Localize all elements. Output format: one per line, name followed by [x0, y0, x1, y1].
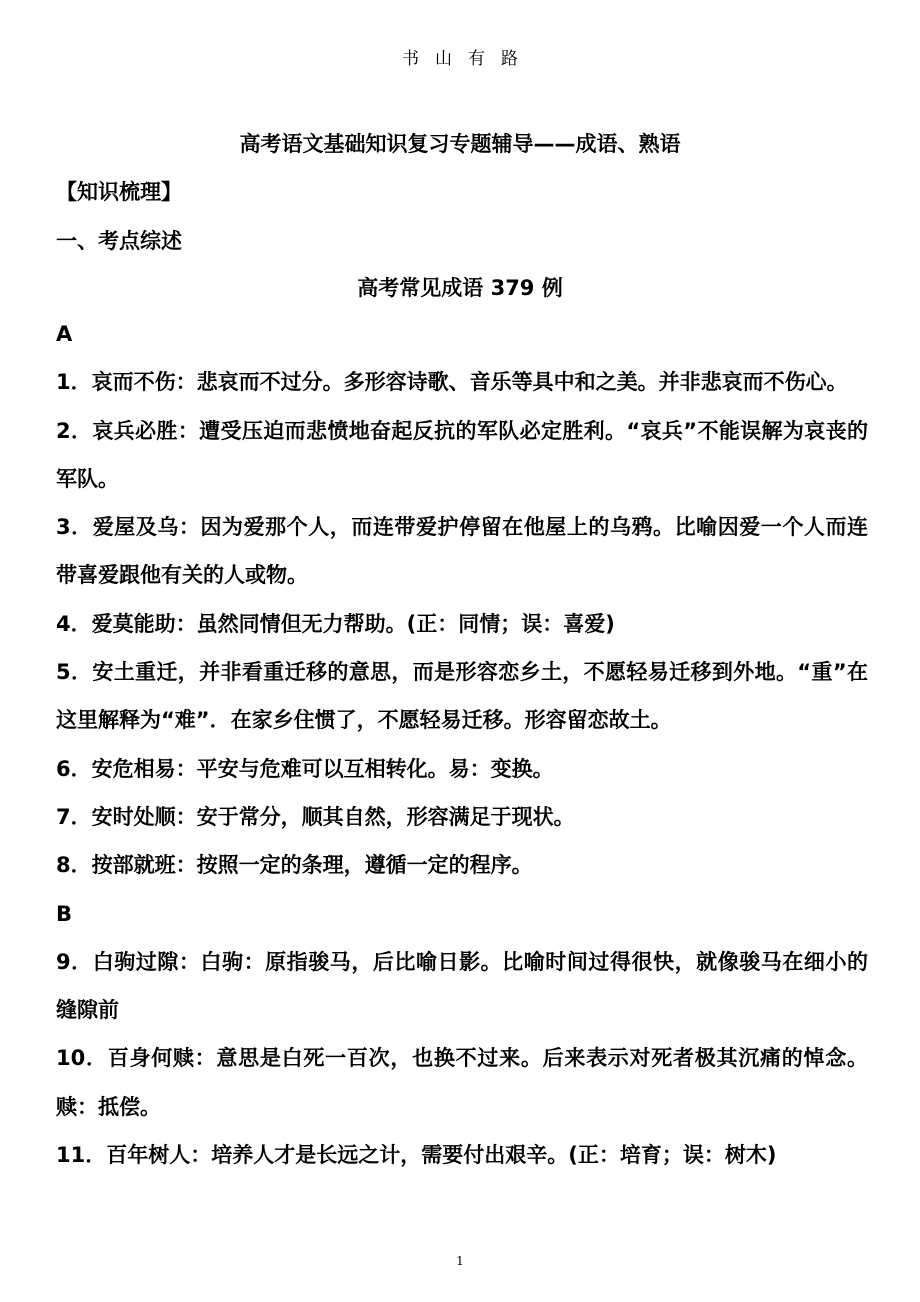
group-letter-b: B	[56, 901, 73, 926]
section-heading: 一、考点综述	[56, 229, 182, 253]
list-item: 10．百身何赎：意思是白死一百次，也换不过来。后来表示对死者极其沉痛的悼念。赎：抵偿。	[56, 1046, 868, 1119]
page-header: 书山有路	[402, 49, 534, 69]
list-item: 5．安土重迁，并非看重迁移的意思，而是形容恋乡土，不愿轻易迁移到外地。“重”在这里解释为“难”．在家乡住惯了，不愿轻易迁移。形容留恋故土。	[56, 660, 868, 733]
document-title: 高考语文基础知识复习专题辅导——成语、熟语	[239, 132, 681, 156]
page-number: 1	[456, 1254, 464, 1268]
list-item: 8．按部就班：按照一定的条理，遵循一定的程序。	[56, 853, 533, 878]
list-item: 7．安时处顺：安于常分，顺其自然，形容满足于现状。	[56, 804, 575, 829]
list-item: 6．安危相易：平安与危难可以互相转化。易：变换。	[56, 756, 554, 781]
section-label: 【知识梳理】	[56, 180, 182, 204]
list-item: 4．爱莫能助：虽然同情但无力帮助。(正：同情；误：喜爱)	[56, 611, 615, 636]
list-item: 3．爱屋及乌：因为爱那个人，而连带爱护停留在他屋上的乌鸦。比喻因爱一个人而连带喜爱跟他有关的人或物。	[56, 515, 868, 588]
list-item: 9．白驹过隙：白驹：原指骏马，后比喻日影。比喻时间过得很快，就像骏马在细小的缝隙前	[56, 949, 868, 1023]
group-letter-a: A	[56, 322, 73, 346]
list-item: 2．哀兵必胜：遭受压迫而悲愤地奋起反抗的军队必定胜利。“哀兵”不能误解为哀丧的军队。	[56, 418, 868, 491]
list-subtitle: 高考常见成语 379 例	[357, 276, 563, 300]
idiom-list	[56, 310, 868, 1179]
list-item: 1．哀而不伤：悲哀而不过分。多形容诗歌、音乐等具中和之美。并非悲哀而不伤心。	[56, 370, 848, 395]
list-item: 11．百年树人：培养人才是长远之计，需要付出艰辛。(正：培育；误：树木)	[56, 1143, 777, 1168]
